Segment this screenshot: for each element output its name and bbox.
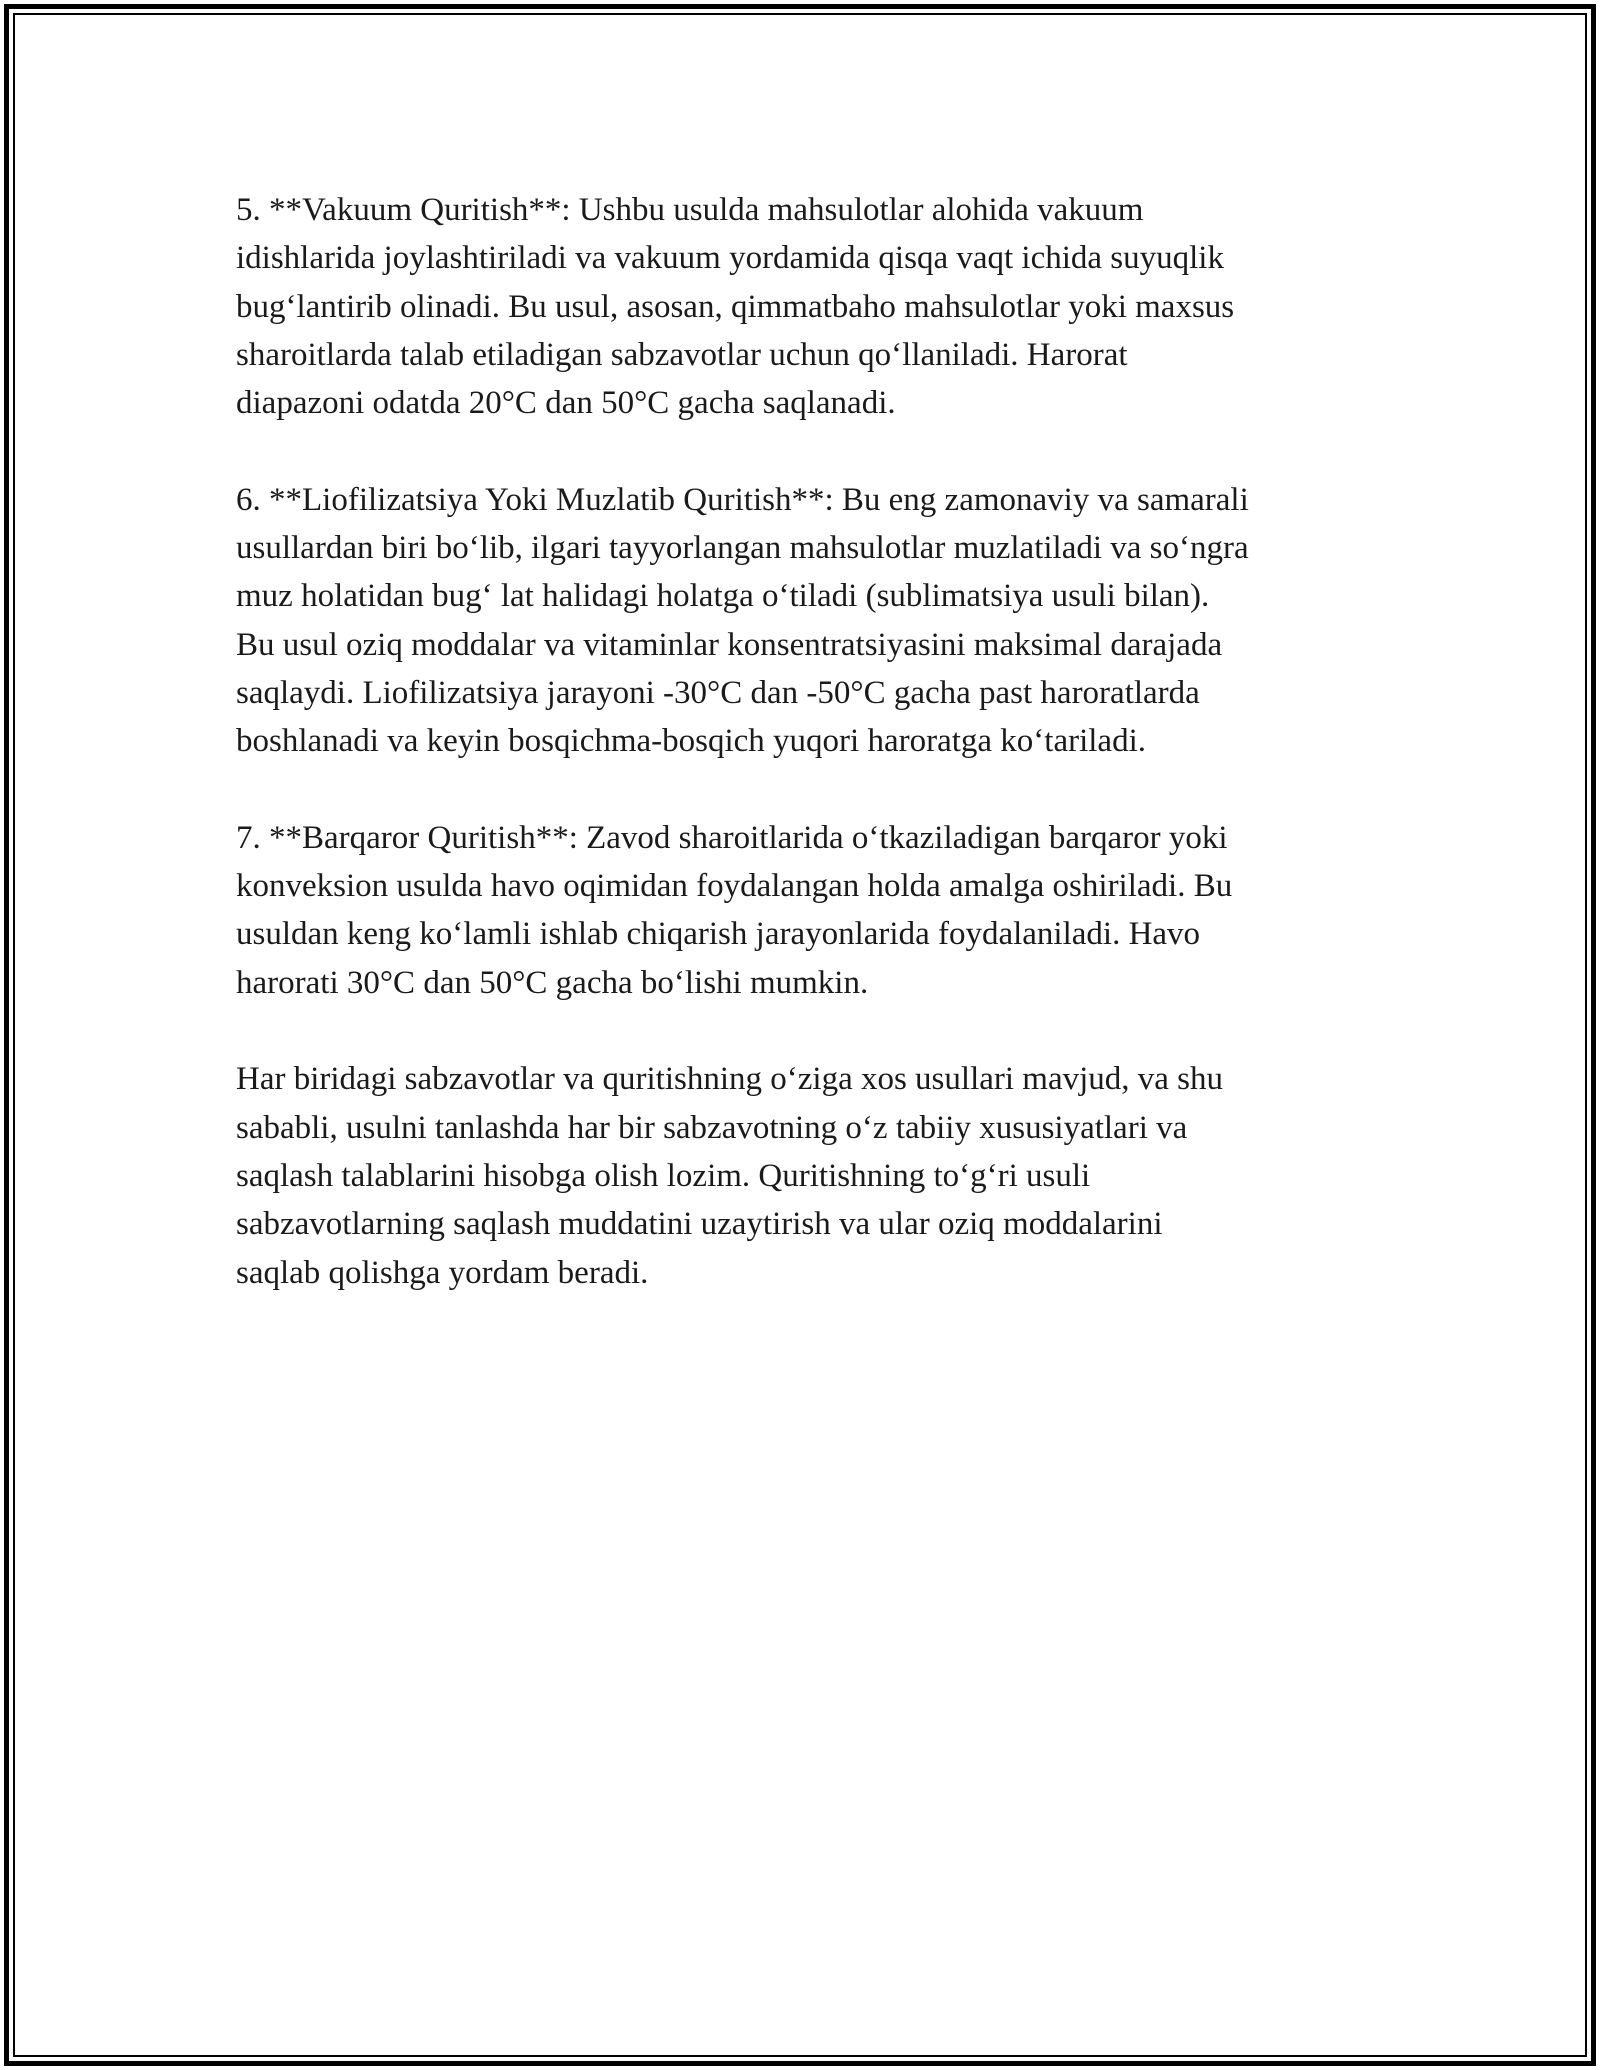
- text-line: Har biridagi sabzavotlar va quritishning o‘ziga xos usullari mavjud, va shu: [236, 1061, 1224, 1098]
- text-line: Bu usul oziq moddalar va vitaminlar konsentratsiyasini maksimal darajada: [236, 626, 1223, 663]
- text-line: diapazoni odatda 20°C dan 50°C gacha saqlanadi.: [236, 385, 896, 422]
- text-line: harorati 30°C dan 50°C gacha bo‘lishi mumkin.: [236, 964, 869, 1001]
- text-line: 6. **Liofilizatsiya Yoki Muzlatib Quritish**: Bu eng zamonaviy va samarali: [236, 481, 1249, 518]
- text-line: saqlab qolishga yordam beradi.: [236, 1254, 649, 1291]
- paragraph-conclusion: [236, 1055, 1396, 1296]
- text-line: idishlarida joylashtiriladi va vakuum yordamida qisqa vaqt ichida suyuqlik: [236, 240, 1224, 277]
- text-line: sabzavotlarning saqlash muddatini uzaytirish va ular oziq moddalarini: [236, 1206, 1163, 1243]
- paragraph-liofilizatsiya: [236, 476, 1396, 766]
- text-line: usullardan biri bo‘lib, ilgari tayyorlangan mahsulotlar muzlatiladi va so‘ngra: [236, 530, 1249, 567]
- text-line: muz holatidan bug‘ lat halidagi holatga o‘tiladi (sublimatsiya usuli bilan).: [236, 578, 1210, 615]
- text-line: boshlanadi va keyin bosqichma-bosqich yuqori haroratga ko‘tariladi.: [236, 723, 1146, 760]
- text-line: sababli, usulni tanlashda har bir sabzavotning o‘z tabiiy xususiyatlari va: [236, 1109, 1188, 1146]
- text-line: usuldan keng ko‘lamli ishlab chiqarish jarayonlarida foydalaniladi. Havo: [236, 916, 1201, 953]
- text-line: 5. **Vakuum Quritish**: Ushbu usulda mahsulotlar alohida vakuum: [236, 192, 1144, 228]
- paragraph-vakuum-quritish: [236, 186, 1396, 427]
- paragraph-barqaror-quritish: [236, 814, 1396, 1007]
- text-line: sharoitlarda talab etiladigan sabzavotlar uchun qo‘llaniladi. Harorat: [236, 336, 1128, 373]
- text-line: konveksion usulda havo oqimidan foydalangan holda amalga oshiriladi. Bu: [236, 868, 1233, 905]
- text-line: bug‘lantirib olinadi. Bu usul, asosan, qimmatbaho mahsulotlar yoki maxsus: [236, 288, 1235, 325]
- text-line: saqlaydi. Liofilizatsiya jarayoni -30°C dan -50°C gacha past haroratlarda: [236, 674, 1200, 711]
- document-body: [236, 186, 1396, 1345]
- text-line: saqlash talablarini hisobga olish lozim. Quritishning to‘g‘ri usuli: [236, 1157, 1091, 1194]
- text-line: 7. **Barqaror Quritish**: Zavod sharoitlarida o‘tkaziladigan barqaror yoki: [236, 819, 1228, 856]
